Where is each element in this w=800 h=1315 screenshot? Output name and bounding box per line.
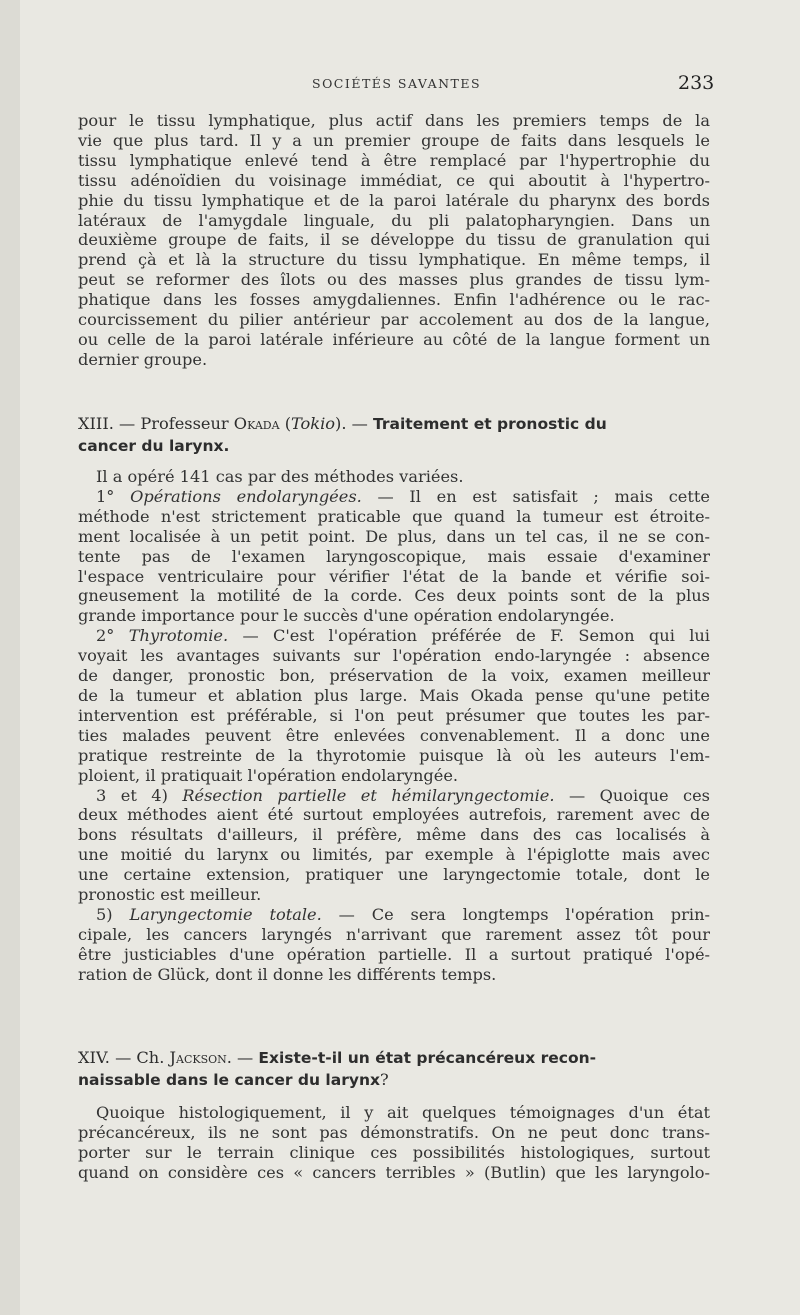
section-place: Tokio	[291, 414, 336, 433]
item-title: Opérations endolaryngées.	[130, 486, 362, 506]
section-title: Traitement et pronostic du	[373, 415, 607, 433]
page-edge-shadow	[0, 0, 20, 1315]
text-line: ment localisée à un petit point. De plus, dans un tel cas, il ne se con-	[78, 526, 710, 546]
section-title: Existe-t-il un état précancéreux recon-	[258, 1049, 597, 1067]
section-title-cont: naissable dans le cancer du larynx	[78, 1071, 380, 1089]
text-line: l'espace ventriculaire pour vérifier l'état de la bande et vérifie soi-	[78, 566, 710, 586]
text-line: pour le tissu lymphatique, plus actif dans les premiers temps de la	[78, 111, 710, 130]
section-title-cont: cancer du larynx.	[78, 437, 230, 455]
item-3-first-line	[78, 786, 710, 806]
text-line: une certaine extension, pratiquer une laryngectomie totale, dont le	[78, 865, 710, 885]
section-heading-xiv	[78, 1047, 710, 1091]
item-title: Thyrotomie.	[128, 626, 229, 646]
item-number: 1°	[96, 486, 115, 506]
item-4-first-line	[78, 905, 710, 925]
text-line: bons résultats d'ailleurs, il préfère, même dans des cas localisés à	[78, 825, 710, 845]
text-line: ration de Glück, dont il donne les différents temps.	[78, 964, 497, 984]
text-line: une moitié du larynx ou limités, par exemple à l'épiglotte mais avec	[78, 845, 710, 865]
running-title: SOCIÉTÉS SAVANTES	[312, 76, 482, 91]
text-line: vie que plus tard. Il y a un premier groupe de faits dans lesquels le	[78, 130, 710, 150]
question-mark: ?	[379, 1070, 389, 1089]
text-line: — Quoique ces	[554, 785, 710, 805]
section-author: Okada	[233, 414, 280, 433]
text-line: latéraux de l'amygdale linguale, du pli palatopharyngien. Dans un	[78, 210, 710, 230]
text-line: tente pas de l'examen laryngoscopique, mais essaie d'examiner	[78, 546, 710, 566]
text-line: tissu lymphatique enlevé tend à être remplacé par l'hypertrophie du	[78, 150, 710, 170]
text-line: gneusement la motilité de la corde. Ces deux points sont de la plus	[78, 586, 710, 606]
text-line: Quoique histologiquement, il y ait quelques témoignages d'un état	[96, 1103, 710, 1122]
text-line: de danger, pronostic bon, préservation de la voix, examen meilleur	[78, 666, 710, 686]
text-line: pronostic est meilleur.	[78, 885, 262, 905]
text-line: précancéreux, ils ne sont pas démonstratifs. On ne peut donc trans-	[78, 1122, 710, 1142]
text-line: tissu adénoïdien du voisinage immédiat, ce qui aboutit à l'hypertro-	[78, 170, 710, 190]
text-line: ploient, il pratiquait l'opération endolaryngée.	[78, 765, 459, 785]
text-line: porter sur le terrain clinique ces possibilités histologiques, surtout	[78, 1142, 710, 1162]
text-line: — Ce sera longtemps l'opération prin-	[321, 904, 710, 924]
item-number: 3 et 4)	[96, 785, 168, 805]
item-number: 2°	[96, 626, 115, 646]
item-2-first-line	[78, 626, 710, 646]
text-line: ou celle de la paroi latérale inférieure au côté de la langue forment un	[78, 329, 710, 349]
section-xiii-body	[78, 467, 710, 985]
text-line: deuxième groupe de faits, il se développe du tissu de granulation qui	[78, 230, 710, 250]
text-line: de la tumeur et ablation plus large. Mais Okada pense qu'une petite	[78, 685, 710, 705]
text-line: phatique dans les fosses amygdaliennes. Enfin l'adhérence ou le rac-	[78, 290, 710, 310]
page-number: 233	[678, 72, 715, 94]
text-line: grande importance pour le succès d'une opération endolaryngée.	[78, 606, 615, 626]
text-line: peut se reformer des îlots ou des masses plus grandes de tissu lym-	[78, 270, 710, 290]
text-line: phie du tissu lymphatique et de la paroi latérale du pharynx des bords	[78, 190, 710, 210]
text-line: deux méthodes aient été surtout employées autrefois, rarement avec de	[78, 805, 710, 825]
punctuation: ). —	[335, 414, 373, 433]
item-number: 5)	[96, 904, 113, 924]
section-number: XIII. — Professeur	[78, 414, 229, 433]
text-line: courcissement du pilier antérieur par accolement au dos de la langue,	[78, 310, 710, 330]
item-1-first-line	[78, 487, 710, 507]
text-line: méthode n'est strictement praticable que quand la tumeur est étroite-	[78, 506, 710, 526]
text-line: dernier groupe.	[78, 349, 208, 369]
item-title: Laryngectomie totale.	[129, 904, 322, 924]
text-line: — Il en est satisfait ; mais cette	[361, 486, 710, 506]
text-line: ties malades peuvent être enlevées convenablement. Il a donc une	[78, 725, 710, 745]
text-line: prend çà et là la structure du tissu lymphatique. En même temps, il	[78, 250, 710, 270]
punctuation: . —	[226, 1048, 259, 1067]
section-author: Jackson	[169, 1048, 227, 1067]
section-xiv-body	[78, 1103, 710, 1183]
intro-line: Il a opéré 141 cas par des méthodes variées.	[96, 467, 464, 486]
text-line: voyait les avantages suivants sur l'opération endo-laryngée : absence	[78, 646, 710, 666]
text-line: quand on considère ces « cancers terribles » (Butlin) que les laryngolo-	[78, 1162, 710, 1182]
text-line: — C'est l'opération préférée de F. Semon qui lui	[228, 626, 710, 646]
section-heading-xiii	[78, 413, 710, 457]
text-line: être justiciables d'une opération partielle. Il a surtout pratiqué l'opé-	[78, 944, 710, 964]
section-number: XIV. — Ch.	[78, 1048, 165, 1067]
text-line: intervention est préférable, si l'on peut présumer que toutes les par-	[78, 705, 710, 725]
punctuation: (	[279, 414, 292, 433]
paragraph-lymphatic	[78, 111, 710, 370]
page-header	[0, 72, 800, 96]
text-line: cipale, les cancers laryngés n'arrivant que rarement assez tôt pour	[78, 924, 710, 944]
item-title: Résection partielle et hémilaryngectomie.	[182, 785, 555, 805]
text-line: pratique restreinte de la thyrotomie puisque là où les auteurs l'em-	[78, 745, 710, 765]
